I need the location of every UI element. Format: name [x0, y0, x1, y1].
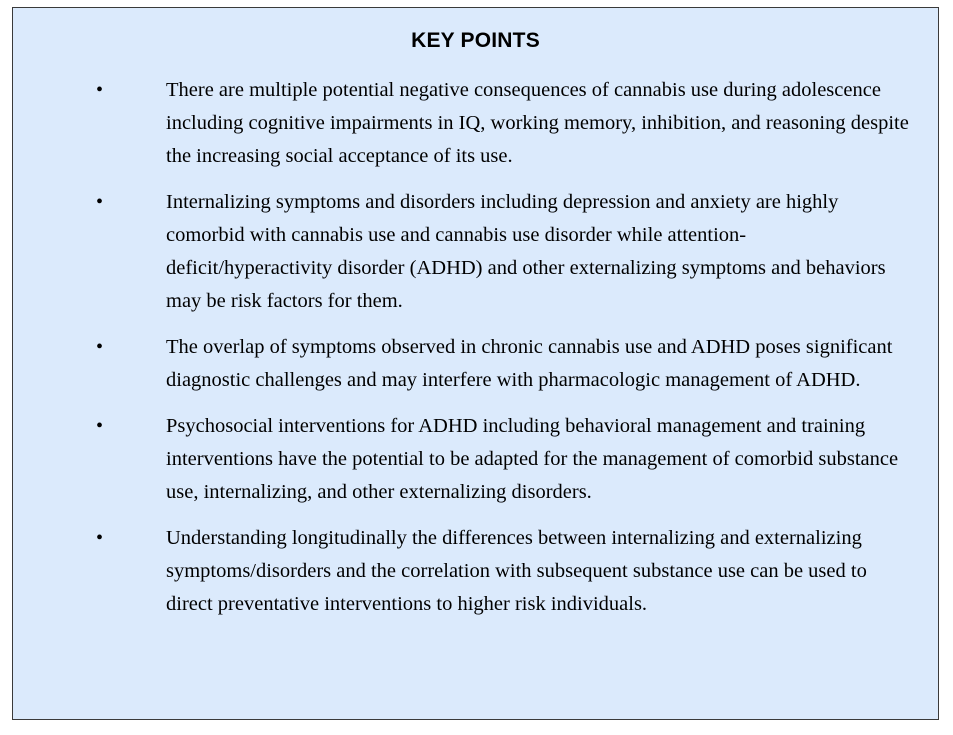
key-point-text: Understanding longitudinally the differences between internalizing and externalizing symptoms/disorders and the correlation with subsequent substance use can be used to direct preventative interventions to higher risk individuals. [166, 527, 867, 615]
bullet-icon: • [96, 191, 104, 213]
list-item [13, 522, 940, 621]
key-point-text: There are multiple potential negative consequences of cannabis use during adolescence including cognitive impairments in IQ, working memory, inhibition, and reasoning despite the increasing social acceptance of its use. [166, 79, 909, 167]
list-item [13, 186, 940, 318]
bullet-icon: • [96, 415, 104, 437]
list-item [13, 410, 940, 509]
key-points-list [13, 74, 940, 634]
list-item [13, 74, 940, 173]
list-item [13, 331, 940, 397]
key-point-text: Internalizing symptoms and disorders including depression and anxiety are highly comorbid with cannabis use and cannabis use disorder while attention-deficit/hyperactivity disorder (ADHD) and other externalizing symptoms and behaviors may be risk factors for them. [166, 191, 886, 312]
bullet-icon: • [96, 336, 104, 358]
key-points-box [12, 7, 939, 720]
key-point-text: Psychosocial interventions for ADHD including behavioral management and training interventions have the potential to be adapted for the management of comorbid substance use, internalizing, and other externalizing disorders. [166, 415, 899, 503]
key-point-text: The overlap of symptoms observed in chronic cannabis use and ADHD poses significant diagnostic challenges and may interfere with pharmacologic management of ADHD. [166, 336, 893, 391]
key-points-title: KEY POINTS [411, 29, 540, 52]
bullet-icon: • [96, 79, 104, 101]
bullet-icon: • [96, 527, 104, 549]
